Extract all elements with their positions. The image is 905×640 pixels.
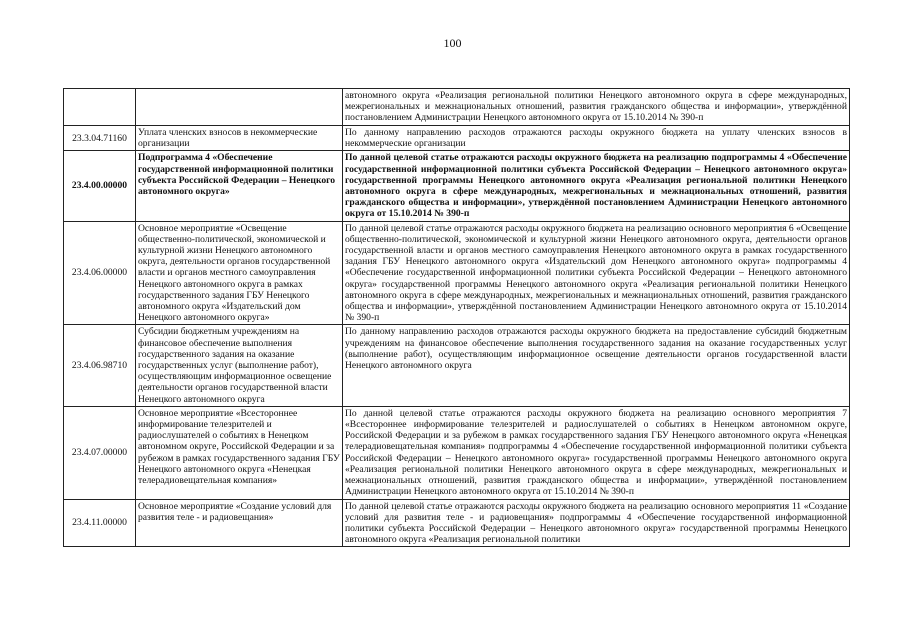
name-cell: Основное мероприятие «Всестороннее информирование телезрителей и радиослушателей о событиях в Ненецком автономном округе, Российской Федерации и за рубежом в рамках государственного задания ГБУ Ненецкого автономного округа «Ненецкая телерадиовещательная компания» <box>136 406 343 499</box>
code-cell <box>64 89 136 126</box>
description-cell: По данной целевой статье отражаются расходы окружного бюджета на реализацию основного мероприятия 11 «Создание условий для развития теле - и радиовещания» подпрограммы 4 «Обеспечение государственной информационной политики субъекта Российской Федерации – Ненецкого автономного округа» государственной программы Ненецкого автономного округа «Реализация региональной политики <box>343 499 850 547</box>
name-cell: Уплата членских взносов в некоммерческие организации <box>136 126 343 151</box>
description-cell: По данной целевой статье отражаются расходы окружного бюджета на реализацию основного мероприятия 7 «Всестороннее информирование телезрителей и радиослушателей о событиях в Ненецком автономном округе, Российской Федерации и за рубежом в рамках государственного задания ГБУ Ненецкого автономного округа «Ненецкая телерадиовещательная компания» подпрограммы 4 «Обеспечение государственной информационной политики субъекта Российской Федерации – Ненецкого автономного округа» государственной программы Ненецкого автономного округа «Реализация региональной политики Ненецкого автономного округа в сфере международных, межрегиональных и межнациональных отношений, развития гражданского общества и информации», утверждённой постановлением Администрации Ненецкого автономного округа от 15.10.2014 № 390-п <box>343 406 850 499</box>
code-cell: 23.4.00.00000 <box>64 151 136 221</box>
name-cell: Основное мероприятие «Освещение общественно-политической, экономической и культурной жизни Ненецкого автономного округа, деятельности органов государственной власти и органов местного самоуправления Ненецкого автономного округа в рамках государственного задания ГБУ Ненецкого автономного округа «Издательский дом Ненецкого автономного округа» <box>136 221 343 325</box>
table-row <box>64 325 850 406</box>
description-cell: По данному направлению расходов отражаются расходы окружного бюджета на уплату членских взносов в некоммерческие организации <box>343 126 850 151</box>
name-cell: Основное мероприятие «Создание условий для развития теле - и радиовещания» <box>136 499 343 547</box>
code-cell: 23.4.06.98710 <box>64 325 136 406</box>
name-cell: Подпрограмма 4 «Обеспечение государственной информационной политики субъекта Российской Федерации – Ненецкого автономного округа» <box>136 151 343 221</box>
budget-classification-table <box>63 88 850 547</box>
code-cell: 23.4.06.00000 <box>64 221 136 325</box>
code-cell: 23.4.11.00000 <box>64 499 136 547</box>
name-cell: Субсидии бюджетным учреждениям на финансовое обеспечение выполнения государственного задания на оказание государственных услуг (выполнение работ), осуществляющим информационное освещение деятельности органов государственной власти Ненецкого автономного округа <box>136 325 343 406</box>
table-row <box>64 499 850 547</box>
table-row <box>64 406 850 499</box>
description-cell: По данному направлению расходов отражаются расходы окружного бюджета на предоставление субсидий бюджетным учреждениям на финансовое обеспечение выполнения государственного задания на оказание государственных услуг (выполнение работ), осуществляющим информационное освещение деятельности органов государственной власти Ненецкого автономного округа <box>343 325 850 406</box>
code-cell: 23.3.04.71160 <box>64 126 136 151</box>
table-row <box>64 126 850 151</box>
name-cell <box>136 89 343 126</box>
page-number: 100 <box>443 36 462 50</box>
table-row-subprogram <box>64 151 850 221</box>
description-cell: По данной целевой статье отражаются расходы окружного бюджета на реализацию основного мероприятия 6 «Освещение общественно-политической, экономической и культурной жизни Ненецкого автономного округа, деятельности органов государственной власти и органов местного самоуправления Ненецкого автономного округа в рамках государственного задания ГБУ Ненецкого автономного округа «Издательский дом Ненецкого автономного округа» подпрограммы 4 «Обеспечение государственной информационной политики субъекта Российской Федерации – Ненецкого автономного округа» государственной программы Ненецкого автономного округа «Реализация региональной политики Ненецкого автономного округа в сфере международных, межрегиональных и межнациональных отношений, развития гражданского общества и информации», утверждённой постановлением Администрации Ненецкого автономного округа от 15.10.2014 № 390-п <box>343 221 850 325</box>
code-cell: 23.4.07.00000 <box>64 406 136 499</box>
description-cell: автономного округа «Реализация региональной политики Ненецкого автономного округа в сфере международных, межрегиональных и межнациональных отношений, развития гражданского общества и информации», утверждённой постановлением Администрации Ненецкого автономного округа от 15.10.2014 № 390-п <box>343 89 850 126</box>
table-row <box>64 221 850 325</box>
table-row <box>64 89 850 126</box>
description-cell: По данной целевой статье отражаются расходы окружного бюджета на реализацию подпрограммы 4 «Обеспечение государственной информационной политики субъекта Российской Федерации – Ненецкого автономного округа» государственной программы Ненецкого автономного округа «Реализация региональной политики Ненецкого автономного округа в сфере международных, межрегиональных и межнациональных отношений, развития гражданского общества и информации», утверждённой постановлением Администрации Ненецкого автономного округа от 15.10.2014 № 390-п <box>343 151 850 221</box>
